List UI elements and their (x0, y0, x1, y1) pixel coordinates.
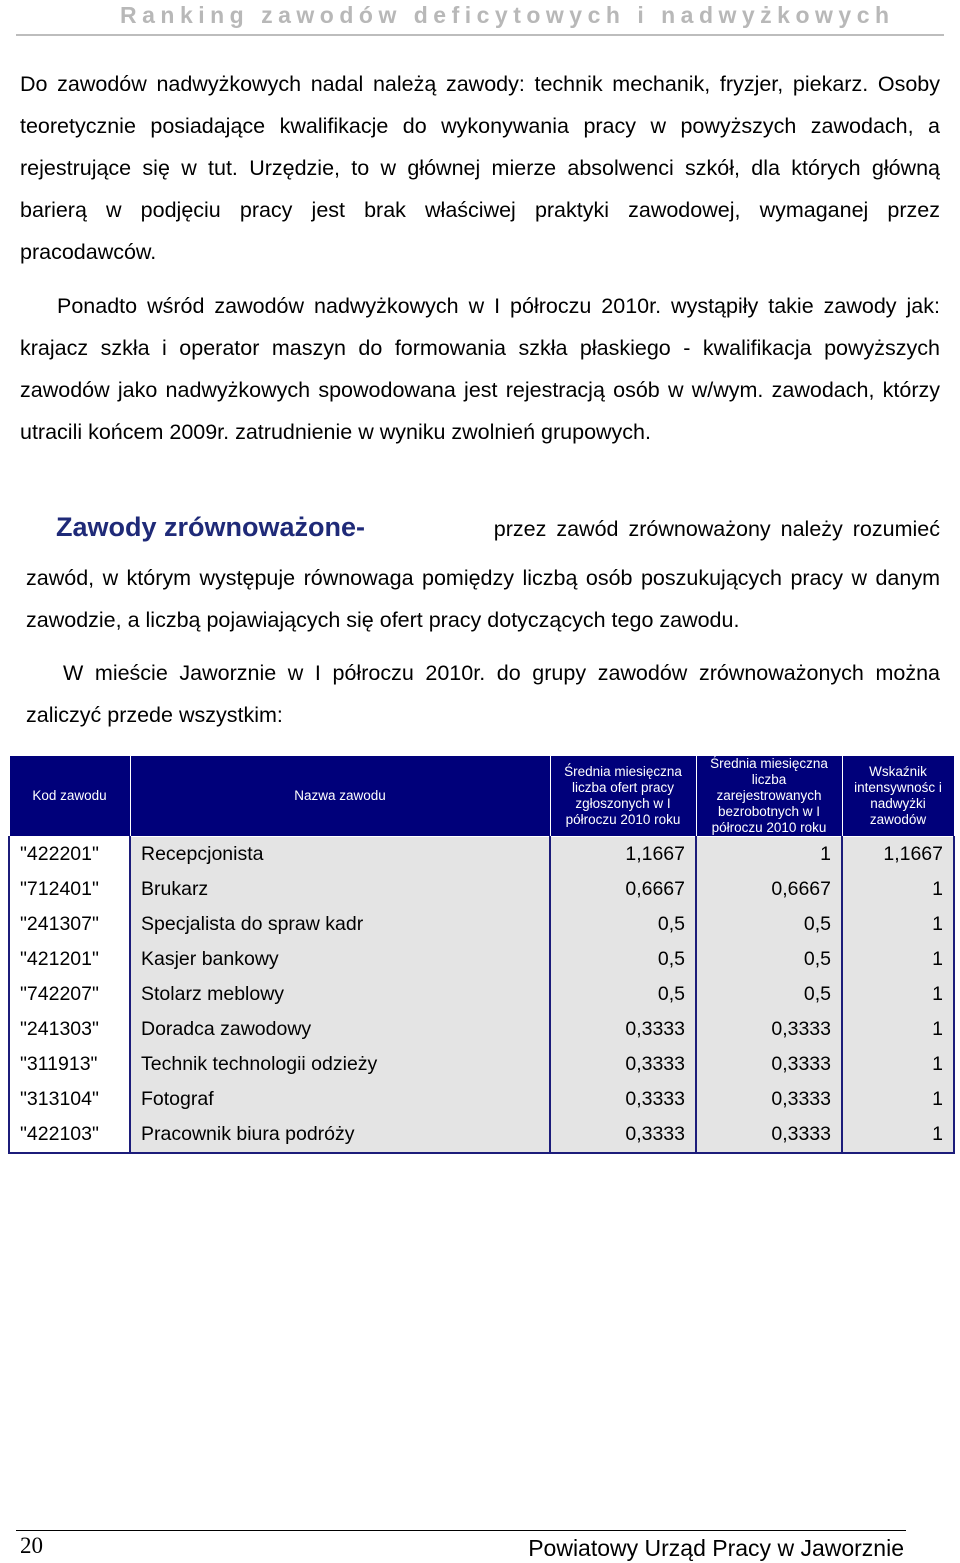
footer-divider (16, 1530, 906, 1531)
cell-code: "241303" (9, 1012, 130, 1047)
cell-offers: 0,3333 (550, 1117, 696, 1153)
cell-code: "742207" (9, 977, 130, 1012)
table-row (9, 1047, 954, 1082)
section-intro: W mieście Jaworznie w I półroczu 2010r. do grupy zawodów zrównoważonych można zaliczyć przede wszystkim: (26, 661, 940, 727)
cell-index: 1,1667 (842, 837, 954, 873)
cell-name: Stolarz meblowy (130, 977, 550, 1012)
cell-name: Kasjer bankowy (130, 942, 550, 977)
column-header-code: Kod zawodu (9, 756, 130, 837)
cell-code: "422103" (9, 1117, 130, 1153)
cell-code: "311913" (9, 1047, 130, 1082)
table-row (9, 1082, 954, 1117)
column-header-name: Nazwa zawodu (130, 756, 550, 837)
cell-index: 1 (842, 1047, 954, 1082)
section-definition: zawód, w którym występuje równowaga pomiędzy liczbą osób poszukujących pracy w danym zawodzie, a liczbą pojawiających się ofert pracy dotyczących tego zawodu. (26, 566, 940, 632)
cell-code: "241307" (9, 907, 130, 942)
cell-name: Specjalista do spraw kadr (130, 907, 550, 942)
paragraph-additional-surplus: Ponadto wśród zawodów nadwyżkowych w I półroczu 2010r. wystąpiły takie zawody jak: krajacz szkła i operator maszyn do formowania szkła płaskiego - kwalifikacja powyższych zawodów jako nadwyżkowych spowodowana jest rejestracją osób w w/wym. zawodach, którzy utracili końcem 2009r. zatrudnienie w wyniku zwolnień grupowych. (20, 294, 940, 444)
cell-name: Pracownik biura podróży (130, 1117, 550, 1153)
column-header-unemployed: Średnia miesięczna liczba zarejestrowanych bezrobotnych w I półroczu 2010 roku (696, 756, 842, 837)
cell-index: 1 (842, 1012, 954, 1047)
cell-code: "712401" (9, 872, 130, 907)
cell-name: Recepcjonista (130, 837, 550, 873)
paragraph-surplus-occupations: Do zawodów nadwyżkowych nadal należą zawody: technik mechanik, fryzjer, piekarz. Osoby teoretycznie posiadające kwalifikacje do wykonywania pracy w powyższych zawodach, a rejestrujące się w tut. Urzędzie, to w głównej mierze absolwenci szkół, dla których główną barierą w podjęciu pracy jest brak właściwej praktyki zawodowej, wymaganej przez pracodawców. (20, 72, 940, 264)
cell-unemployed: 0,3333 (696, 1117, 842, 1153)
cell-offers: 1,1667 (550, 837, 696, 873)
cell-unemployed: 0,3333 (696, 1082, 842, 1117)
table-row (9, 837, 954, 873)
cell-offers: 0,5 (550, 907, 696, 942)
cell-offers: 0,3333 (550, 1082, 696, 1117)
cell-offers: 0,6667 (550, 872, 696, 907)
cell-offers: 0,3333 (550, 1047, 696, 1082)
cell-offers: 0,5 (550, 942, 696, 977)
column-header-offers: Średnia miesięczna liczba ofert pracy zgłoszonych w I półroczu 2010 roku (550, 756, 696, 837)
cell-unemployed: 0,5 (696, 942, 842, 977)
cell-index: 1 (842, 872, 954, 907)
cell-unemployed: 0,5 (696, 977, 842, 1012)
cell-name: Fotograf (130, 1082, 550, 1117)
cell-unemployed: 1 (696, 837, 842, 873)
section-heading: Zawody zrównoważone- (56, 512, 366, 542)
column-header-index: Wskaźnik intensywnośc i nadwyżki zawodów (842, 756, 954, 837)
table-row (9, 907, 954, 942)
cell-index: 1 (842, 907, 954, 942)
cell-code: "421201" (9, 942, 130, 977)
table-row (9, 872, 954, 907)
cell-unemployed: 0,5 (696, 907, 842, 942)
cell-index: 1 (842, 1117, 954, 1153)
cell-name: Brukarz (130, 872, 550, 907)
table-row (9, 977, 954, 1012)
cell-unemployed: 0,3333 (696, 1047, 842, 1082)
table-header-row (9, 756, 954, 837)
cell-name: Technik technologii odzieży (130, 1047, 550, 1082)
table-row (9, 942, 954, 977)
balanced-occupations-table (8, 755, 955, 1154)
page-number: 20 (20, 1533, 43, 1558)
header-title: Ranking zawodów deficytowych i nadwyżkowych (120, 2, 895, 28)
cell-code: "313104" (9, 1082, 130, 1117)
table-row (9, 1012, 954, 1047)
cell-unemployed: 0,3333 (696, 1012, 842, 1047)
page-header (16, 0, 944, 36)
footer-organization: Powiatowy Urząd Pracy w Jaworznie (528, 1535, 904, 1561)
table-row (9, 1117, 954, 1153)
cell-index: 1 (842, 977, 954, 1012)
cell-code: "422201" (9, 837, 130, 873)
cell-unemployed: 0,6667 (696, 872, 842, 907)
cell-name: Doradca zawodowy (130, 1012, 550, 1047)
section-heading-rest: przez zawód zrównoważony należy rozumieć (493, 517, 940, 541)
section-heading-line (56, 512, 940, 543)
cell-offers: 0,5 (550, 977, 696, 1012)
cell-index: 1 (842, 1082, 954, 1117)
cell-index: 1 (842, 942, 954, 977)
cell-offers: 0,3333 (550, 1012, 696, 1047)
